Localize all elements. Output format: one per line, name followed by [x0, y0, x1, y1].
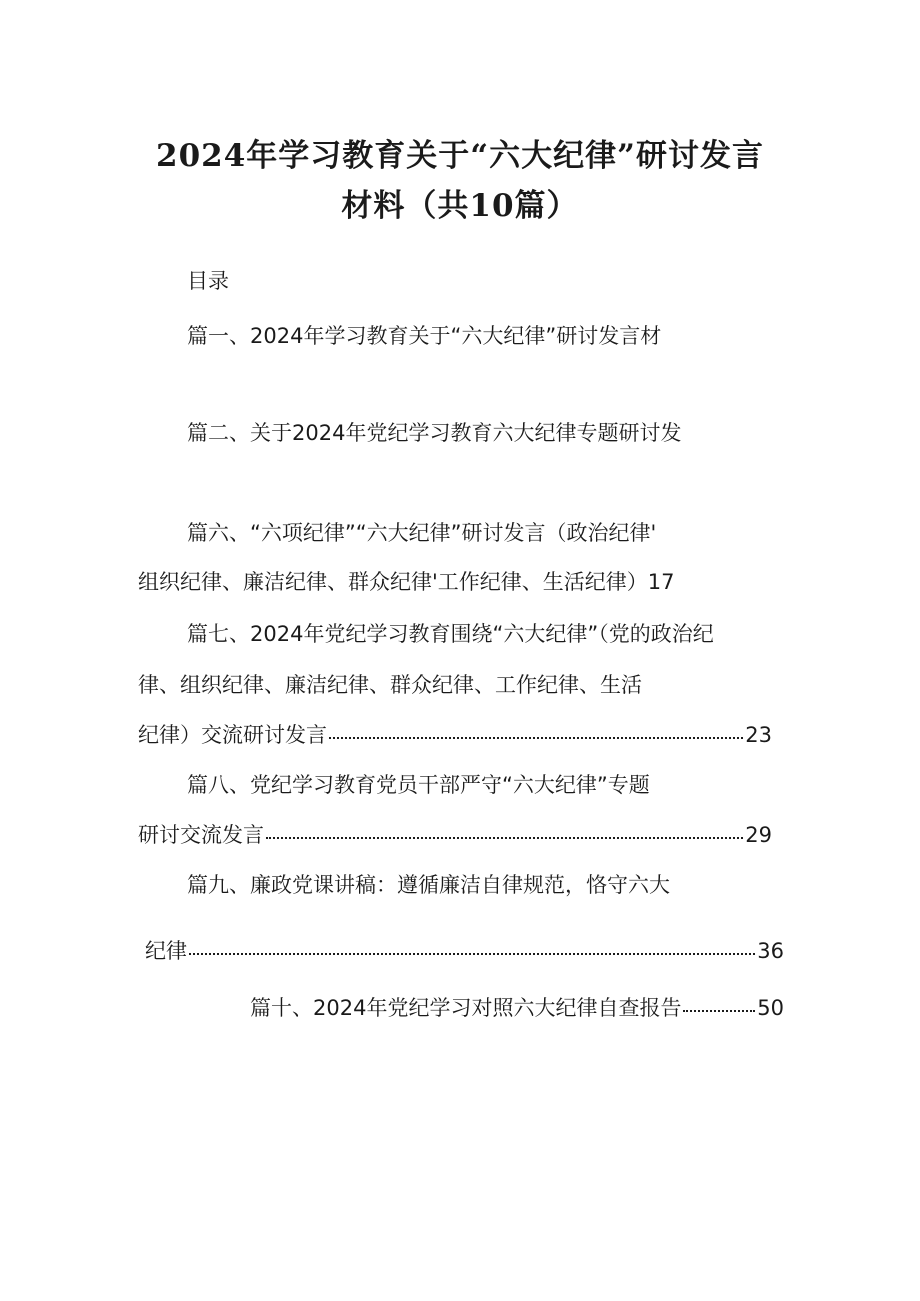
toc-entry-9-line-1[interactable]: 篇九、廉政党课讲稿：遵循廉洁自律规范，恪守六大	[187, 873, 670, 897]
dot-leader	[189, 952, 755, 955]
toc-entry-8-line-1[interactable]: 篇八、党纪学习教育党员干部严守“六大纪律”专题	[187, 773, 650, 797]
toc-entry-1-text[interactable]: 篇一、2024年学习教育关于“六大纪律”研讨发言材	[187, 324, 662, 348]
toc-entry-9-page-number: 36	[757, 939, 784, 963]
dot-leader	[683, 1009, 755, 1012]
toc-entry-7-page-number: 23	[745, 723, 772, 747]
toc-entry-2-text[interactable]: 篇二、关于2024年党纪学习教育六大纪律专题研讨发	[187, 421, 682, 445]
dot-leader	[329, 736, 743, 739]
toc-entry-6-line-2[interactable]: 组织纪律、廉洁纪律、群众纪律'工作纪律、生活纪律）17	[138, 570, 675, 594]
toc-entry-10-row[interactable]	[250, 993, 784, 1023]
toc-entry-7-line-3: 纪律）交流研讨发言	[138, 723, 327, 747]
toc-entry-9-line-2: 纪律	[145, 939, 187, 963]
toc-entry-9-row[interactable]	[145, 936, 784, 966]
dot-leader	[266, 836, 743, 839]
toc-entry-7-line-2[interactable]: 律、组织纪律、廉洁纪律、群众纪律、工作纪律、生活	[138, 673, 642, 697]
document-title-line-2: 材料（共10篇）	[341, 188, 579, 224]
toc-entry-10-text: 篇十、2024年党纪学习对照六大纪律自查报告	[250, 996, 682, 1020]
toc-entry-7-row[interactable]	[138, 720, 772, 750]
toc-entry-7-line-1[interactable]: 篇七、2024年党纪学习教育围绕“六大纪律”（党的政治纪	[187, 622, 714, 646]
toc-entry-8-page-number: 29	[745, 823, 772, 847]
toc-entry-6-line-1[interactable]: 篇六、“六项纪律”“六大纪律”研讨发言（政治纪律'	[187, 521, 657, 545]
toc-entry-8-line-2: 研讨交流发言	[138, 823, 264, 847]
document-title-line-1: 2024年学习教育关于“六大纪律”研讨发言	[156, 138, 764, 174]
toc-entry-10-page-number: 50	[757, 996, 784, 1020]
toc-entry-8-row[interactable]	[138, 820, 772, 850]
toc-heading: 目录	[187, 269, 229, 293]
